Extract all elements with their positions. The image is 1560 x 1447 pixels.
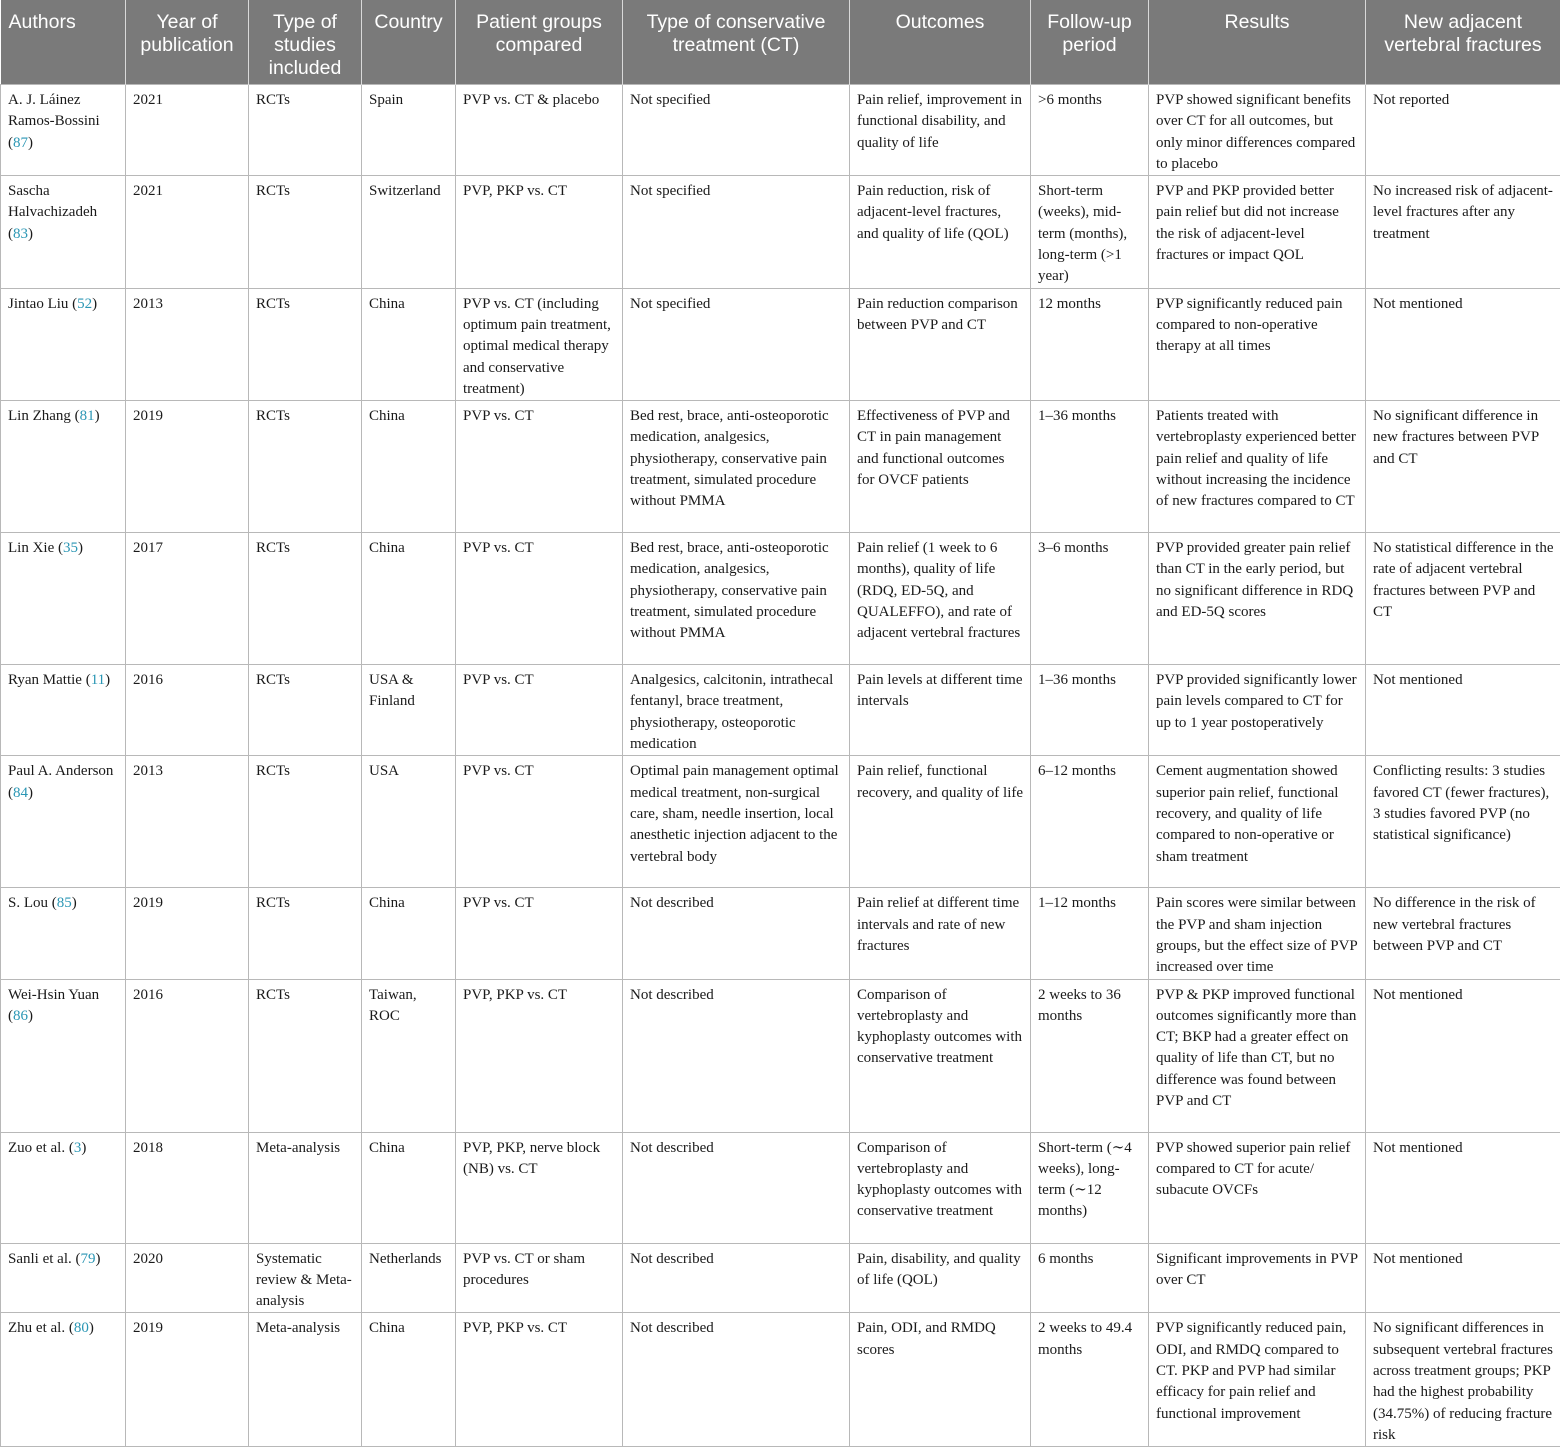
author-cell: Lin Zhang (81) (1, 401, 126, 533)
patient-groups-cell: PVP vs. CT or sham procedures (456, 1243, 623, 1313)
adjacent-fractures-cell: No statistical difference in the rate of adjacent vertebral fractures between PVP and CT (1366, 533, 1560, 665)
author-cell: Jintao Liu (52) (1, 288, 126, 400)
results-cell: PVP showed superior pain relief compared to CT for acute/ subacute OVCFs (1149, 1132, 1366, 1243)
study-type-cell: RCTs (249, 176, 362, 288)
country-cell: Spain (362, 85, 456, 176)
adjacent-fractures-cell: Not mentioned (1366, 288, 1560, 400)
reference-link[interactable]: 3 (74, 1140, 82, 1156)
author-cell: Sascha Halvachizadeh (83) (1, 176, 126, 288)
table-row (1, 665, 1560, 756)
results-cell: PVP provided significantly lower pain levels compared to CT for up to 1 year postoperatively (1149, 665, 1366, 756)
study-type-cell: RCTs (249, 665, 362, 756)
follow-up-cell: 2 weeks to 49.4 months (1031, 1313, 1149, 1447)
follow-up-cell: 12 months (1031, 288, 1149, 400)
header-country: Country (362, 0, 456, 85)
year-cell: 2013 (126, 756, 249, 888)
table-row (1, 288, 1560, 400)
outcomes-cell: Pain relief, functional recovery, and quality of life (850, 756, 1031, 888)
outcomes-cell: Pain levels at different time intervals (850, 665, 1031, 756)
author-cell: Paul A. Anderson (84) (1, 756, 126, 888)
year-cell: 2020 (126, 1243, 249, 1313)
results-cell: PVP and PKP provided better pain relief but did not increase the risk of adjacent-level fractures or impact QOL (1149, 176, 1366, 288)
author-cell: Zhu et al. (80) (1, 1313, 126, 1447)
conservative-treatment-cell: Bed rest, brace, anti-osteoporotic medication, analgesics, physiotherapy, conservative pain treatment, simulated procedure without PMMA (623, 533, 850, 665)
study-type-cell: Meta-analysis (249, 1132, 362, 1243)
adjacent-fractures-cell: No difference in the risk of new vertebral fractures between PVP and CT (1366, 888, 1560, 979)
header-follow-up: Follow-up period (1031, 0, 1149, 85)
country-cell: China (362, 1313, 456, 1447)
author-name: S. Lou (8, 895, 48, 911)
country-cell: USA & Finland (362, 665, 456, 756)
study-type-cell: RCTs (249, 756, 362, 888)
reference-link[interactable]: 86 (13, 1008, 28, 1024)
author-name: Paul A. Anderson (8, 763, 113, 779)
country-cell: China (362, 888, 456, 979)
outcomes-cell: Pain, ODI, and RMDQ scores (850, 1313, 1031, 1447)
header-authors: Authors (1, 0, 126, 85)
year-cell: 2021 (126, 85, 249, 176)
adjacent-fractures-cell: No significant differences in subsequent vertebral fractures across treatment groups; PKP had the highest probability (34.75%) of reducing fracture risk (1366, 1313, 1560, 1447)
results-cell: Cement augmentation showed superior pain relief, functional recovery, and quality of life compared to non-operative or sham treatment (1149, 756, 1366, 888)
outcomes-cell: Pain, disability, and quality of life (QOL) (850, 1243, 1031, 1313)
conservative-treatment-cell: Not described (623, 979, 850, 1132)
reference-link[interactable]: 85 (57, 895, 72, 911)
patient-groups-cell: PVP, PKP, nerve block (NB) vs. CT (456, 1132, 623, 1243)
conservative-treatment-cell: Not described (623, 1132, 850, 1243)
patient-groups-cell: PVP, PKP vs. CT (456, 979, 623, 1132)
study-type-cell: RCTs (249, 401, 362, 533)
conservative-treatment-cell: Analgesics, calcitonin, intrathecal fentanyl, brace treatment, physiotherapy, osteoporotic medication (623, 665, 850, 756)
results-cell: Significant improvements in PVP over CT (1149, 1243, 1366, 1313)
adjacent-fractures-cell: Not mentioned (1366, 1243, 1560, 1313)
country-cell: China (362, 401, 456, 533)
table-row (1, 756, 1560, 888)
results-cell: PVP provided greater pain relief than CT in the early period, but no significant difference in RDQ and ED-5Q scores (1149, 533, 1366, 665)
outcomes-cell: Pain reduction comparison between PVP and CT (850, 288, 1031, 400)
author-name: Zhu et al. (8, 1320, 65, 1336)
patient-groups-cell: PVP vs. CT (456, 401, 623, 533)
author-name: Ryan Mattie (8, 672, 82, 688)
adjacent-fractures-cell: Not mentioned (1366, 665, 1560, 756)
year-cell: 2019 (126, 401, 249, 533)
outcomes-cell: Pain relief (1 week to 6 months), quality of life (RDQ, ED-5Q, and QUALEFFO), and rate of adjacent vertebral fractures (850, 533, 1031, 665)
follow-up-cell: Short-term (weeks), mid-term (months), long-term (>1 year) (1031, 176, 1149, 288)
reference-link[interactable]: 84 (13, 785, 28, 801)
header-results: Results (1149, 0, 1366, 85)
header-outcomes: Outcomes (850, 0, 1031, 85)
year-cell: 2019 (126, 1313, 249, 1447)
follow-up-cell: 1–36 months (1031, 665, 1149, 756)
patient-groups-cell: PVP vs. CT & placebo (456, 85, 623, 176)
adjacent-fractures-cell: Not mentioned (1366, 1132, 1560, 1243)
outcomes-cell: Pain relief at different time intervals and rate of new fractures (850, 888, 1031, 979)
table-row (1, 888, 1560, 979)
outcomes-cell: Pain relief, improvement in functional disability, and quality of life (850, 85, 1031, 176)
follow-up-cell: Short-term (∼4 weeks), long-term (∼12 months) (1031, 1132, 1149, 1243)
author-name: Zuo et al. (8, 1140, 65, 1156)
country-cell: Taiwan, ROC (362, 979, 456, 1132)
conservative-treatment-cell: Not described (623, 1313, 850, 1447)
conservative-treatment-cell: Bed rest, brace, anti-osteoporotic medication, analgesics, physiotherapy, conservative pain treatment, simulated procedure without PMMA (623, 401, 850, 533)
table-body (1, 85, 1560, 1447)
follow-up-cell: 6–12 months (1031, 756, 1149, 888)
year-cell: 2018 (126, 1132, 249, 1243)
study-type-cell: Systematic review & Meta-analysis (249, 1243, 362, 1313)
conservative-treatment-cell: Not specified (623, 176, 850, 288)
adjacent-fractures-cell: No significant difference in new fractures between PVP and CT (1366, 401, 1560, 533)
study-type-cell: RCTs (249, 85, 362, 176)
conservative-treatment-cell: Not specified (623, 288, 850, 400)
table-row (1, 533, 1560, 665)
follow-up-cell: 3–6 months (1031, 533, 1149, 665)
author-name: Sanli et al. (8, 1251, 72, 1267)
outcomes-cell: Comparison of vertebroplasty and kyphoplasty outcomes with conservative treatment (850, 979, 1031, 1132)
patient-groups-cell: PVP vs. CT (456, 665, 623, 756)
author-cell: A. J. Láinez Ramos-Bossini (87) (1, 85, 126, 176)
reference-link[interactable]: 87 (13, 135, 28, 151)
study-type-cell: Meta-analysis (249, 1313, 362, 1447)
adjacent-fractures-cell: Conflicting results: 3 studies favored CT (fewer fractures), 3 studies favored PVP (no statistical significance) (1366, 756, 1560, 888)
adjacent-fractures-cell: Not reported (1366, 85, 1560, 176)
table-row (1, 85, 1560, 176)
table-row (1, 176, 1560, 288)
follow-up-cell: >6 months (1031, 85, 1149, 176)
patient-groups-cell: PVP, PKP vs. CT (456, 1313, 623, 1447)
conservative-treatment-cell: Not described (623, 888, 850, 979)
outcomes-cell: Effectiveness of PVP and CT in pain management and functional outcomes for OVCF patients (850, 401, 1031, 533)
study-type-cell: RCTs (249, 533, 362, 665)
patient-groups-cell: PVP vs. CT (456, 533, 623, 665)
conservative-treatment-cell: Not described (623, 1243, 850, 1313)
reference-link[interactable]: 52 (77, 296, 92, 312)
year-cell: 2019 (126, 888, 249, 979)
header-patient-groups: Patient groups compared (456, 0, 623, 85)
author-cell: Wei-Hsin Yuan (86) (1, 979, 126, 1132)
header-adjacent-fractures: New adjacent vertebral fractures (1366, 0, 1560, 85)
adjacent-fractures-cell: Not mentioned (1366, 979, 1560, 1132)
results-cell: PVP significantly reduced pain, ODI, and RMDQ compared to CT. PKP and PVP had similar efficacy for pain relief and functional improvement (1149, 1313, 1366, 1447)
year-cell: 2017 (126, 533, 249, 665)
header-conservative-treatment: Type of conservative treatment (CT) (623, 0, 850, 85)
header-row (1, 0, 1560, 85)
results-cell: PVP showed significant benefits over CT for all outcomes, but only minor differences compared to placebo (1149, 85, 1366, 176)
year-cell: 2021 (126, 176, 249, 288)
patient-groups-cell: PVP vs. CT (456, 756, 623, 888)
study-type-cell: RCTs (249, 979, 362, 1132)
patient-groups-cell: PVP, PKP vs. CT (456, 176, 623, 288)
country-cell: China (362, 288, 456, 400)
outcomes-cell: Pain reduction, risk of adjacent-level fractures, and quality of life (QOL) (850, 176, 1031, 288)
follow-up-cell: 1–12 months (1031, 888, 1149, 979)
header-year: Year of publication (126, 0, 249, 85)
patient-groups-cell: PVP vs. CT (including optimum pain treatment, optimal medical therapy and conservative treatment) (456, 288, 623, 400)
header-study-type: Type of studies included (249, 0, 362, 85)
author-name: Jintao Liu (8, 296, 68, 312)
year-cell: 2016 (126, 979, 249, 1132)
patient-groups-cell: PVP vs. CT (456, 888, 623, 979)
follow-up-cell: 2 weeks to 36 months (1031, 979, 1149, 1132)
reference-link[interactable]: 35 (63, 540, 78, 556)
reference-link[interactable]: 80 (74, 1320, 89, 1336)
author-cell: Ryan Mattie (11) (1, 665, 126, 756)
conservative-treatment-cell: Not specified (623, 85, 850, 176)
author-cell: Sanli et al. (79) (1, 1243, 126, 1313)
author-cell: Zuo et al. (3) (1, 1132, 126, 1243)
author-cell: Lin Xie (35) (1, 533, 126, 665)
country-cell: Switzerland (362, 176, 456, 288)
results-cell: Pain scores were similar between the PVP and sham injection groups, but the effect size of PVP increased over time (1149, 888, 1366, 979)
year-cell: 2013 (126, 288, 249, 400)
outcomes-cell: Comparison of vertebroplasty and kyphoplasty outcomes with conservative treatment (850, 1132, 1031, 1243)
reference-link[interactable]: 79 (81, 1251, 96, 1267)
author-name: A. J. Láinez Ramos-Bossini (8, 92, 100, 129)
follow-up-cell: 6 months (1031, 1243, 1149, 1313)
country-cell: China (362, 533, 456, 665)
year-cell: 2016 (126, 665, 249, 756)
author-name: Lin Zhang (8, 408, 71, 424)
author-name: Lin Xie (8, 540, 54, 556)
country-cell: Netherlands (362, 1243, 456, 1313)
reference-link[interactable]: 83 (13, 226, 28, 242)
reference-link[interactable]: 11 (91, 672, 105, 688)
results-cell: PVP significantly reduced pain compared to non-operative therapy at all times (1149, 288, 1366, 400)
table-row (1, 401, 1560, 533)
follow-up-cell: 1–36 months (1031, 401, 1149, 533)
author-cell: S. Lou (85) (1, 888, 126, 979)
table-row (1, 1243, 1560, 1313)
conservative-treatment-cell: Optimal pain management optimal medical treatment, non-surgical care, sham, needle insertion, local anesthetic injection adjacent to the vertebral body (623, 756, 850, 888)
author-name: Wei-Hsin Yuan (8, 987, 99, 1003)
study-type-cell: RCTs (249, 288, 362, 400)
reference-link[interactable]: 81 (80, 408, 95, 424)
table-row (1, 1132, 1560, 1243)
adjacent-fractures-cell: No increased risk of adjacent-level fractures after any treatment (1366, 176, 1560, 288)
country-cell: China (362, 1132, 456, 1243)
table-row (1, 1313, 1560, 1447)
table-row (1, 979, 1560, 1132)
country-cell: USA (362, 756, 456, 888)
results-cell: PVP & PKP improved functional outcomes significantly more than CT; BKP had a greater effect on quality of life than CT, but no difference was found between PVP and CT (1149, 979, 1366, 1132)
author-name: Sascha Halvachizadeh (8, 183, 97, 220)
results-cell: Patients treated with vertebroplasty experienced better pain relief and quality of life without increasing the incidence of new fractures compared to CT (1149, 401, 1366, 533)
study-type-cell: RCTs (249, 888, 362, 979)
